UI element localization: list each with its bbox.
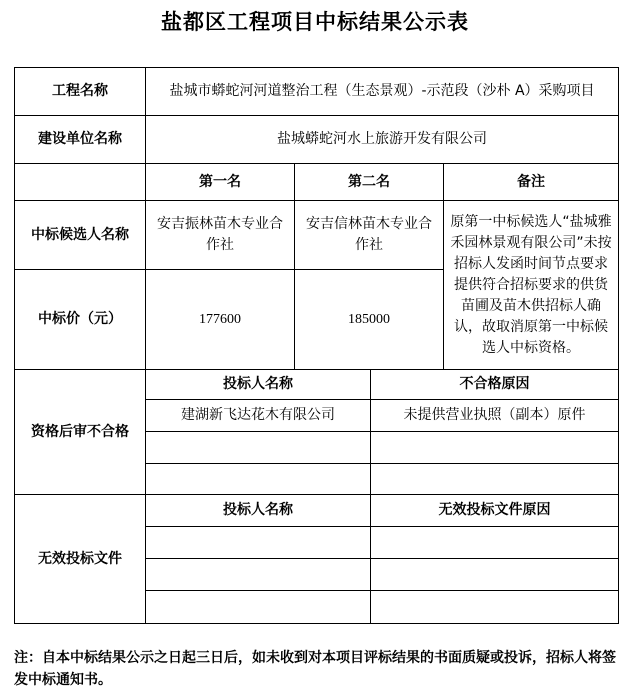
candidates-label: 中标候选人名称 [15,201,146,270]
invalid-reason-value [371,527,619,559]
invalid-header-row [15,495,619,527]
disqualified-bidder-value [146,432,371,464]
disqualified-reason-header: 不合格原因 [371,370,619,400]
owner-label: 建设单位名称 [15,116,146,164]
candidate-second-value: 安吉信林苗木专业合作社 [295,201,444,270]
project-name-value: 盐城市蟒蛇河河道整治工程（生态景观）-示范段（沙朴 A）采购项目 [146,68,619,116]
candidates-row [15,201,619,270]
invalid-reason-value [371,559,619,591]
footnote: 注：自本中标结果公示之日起三日后，如未收到对本项目评标结果的书面质疑或投诉，招标人将签发中标通知书。 [14,650,616,688]
disqualified-reason-value [371,432,619,464]
disqualified-bidder-value: 建湖新飞达花木有限公司 [146,400,371,432]
invalid-bidder-value [146,527,371,559]
invalid-bidder-value [146,559,371,591]
rank-first-header: 第一名 [146,164,295,201]
owner-row [15,116,619,164]
price-first-value: 177600 [146,270,295,370]
disqualified-bidder-header: 投标人名称 [146,370,371,400]
disqualified-section-label: 资格后审不合格 [15,370,146,495]
owner-value: 盐城蟒蛇河水上旅游开发有限公司 [146,116,619,164]
page-title: 盐都区工程项目中标结果公示表 [161,10,469,34]
price-label: 中标价（元） [15,270,146,370]
remark-header: 备注 [444,164,619,201]
rank-header-row [15,164,619,201]
invalid-reason-header: 无效投标文件原因 [371,495,619,527]
disqualified-header-row [15,370,619,400]
project-name-label: 工程名称 [15,68,146,116]
empty-cell [15,164,146,201]
rank-second-header: 第二名 [295,164,444,201]
bid-result-table [14,67,619,624]
price-second-value: 185000 [295,270,444,370]
candidate-first-value: 安吉振林苗木专业合作社 [146,201,295,270]
remark-value: 原第一中标候选人“盐城雅禾园林景观有限公司”未按招标人发函时间节点要求提供符合招标要求的供货苗圃及苗木供招标人确认，故取消原第一中标候选人中标资格。 [444,201,619,370]
invalid-section-label: 无效投标文件 [15,495,146,624]
project-name-row [15,68,619,116]
invalid-reason-value [371,591,619,624]
disqualified-bidder-value [146,464,371,495]
invalid-bidder-value [146,591,371,624]
disqualified-reason-value [371,464,619,495]
invalid-bidder-header: 投标人名称 [146,495,371,527]
disqualified-reason-value: 未提供营业执照（副本）原件 [371,400,619,432]
